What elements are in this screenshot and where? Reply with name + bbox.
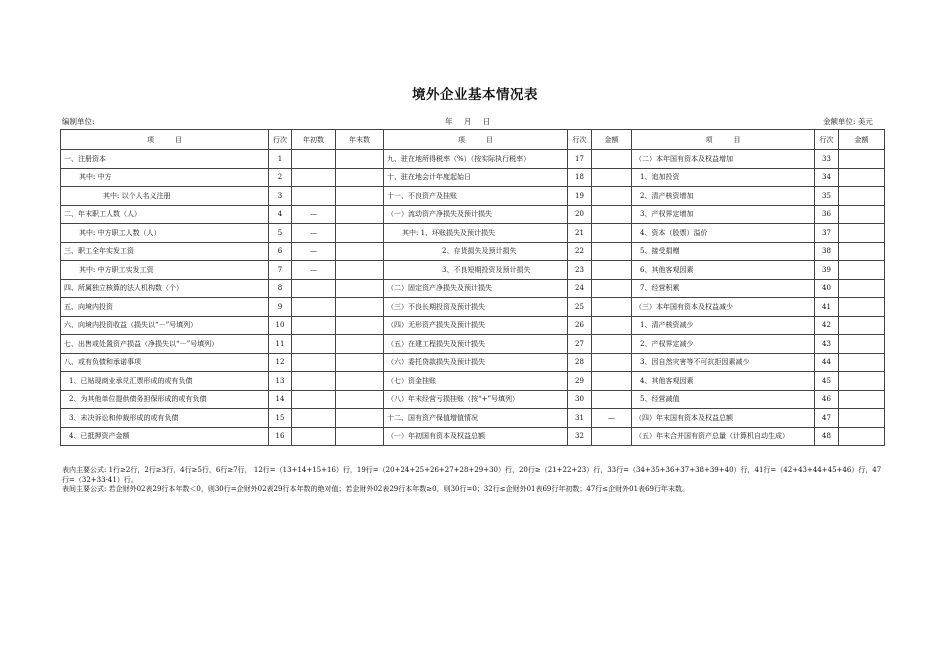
right-item-cell: （五）年末合并国有资产总量（计算机自动生成） [632, 427, 815, 446]
left-line-cell: 15 [269, 409, 292, 428]
mid-line-cell: 22 [568, 242, 592, 261]
begin-value-cell [292, 335, 336, 354]
col-line-header: 行次 [568, 130, 592, 150]
right-line-cell: 42 [815, 316, 839, 335]
table-row [61, 427, 885, 446]
end-value-cell [336, 409, 384, 428]
col-item-header: 项 目 [632, 130, 815, 150]
note-internal-formulas: 表内主要公式: 1行≥2行，2行≥3行，4行≥5行，6行≥7行， 12行=（13+14+15+16）行，19行=（20+24+25+26+27+28+29+30）行，20行≥（21+22+23）行，33行=（34+35+36+37+38+39+40）行，41行=（42+43+44+45+46）行，47行=（32+33-41）行。 [62, 466, 882, 484]
col-item-header: 项 目 [61, 130, 269, 150]
begin-value-cell: — [292, 205, 336, 224]
table-row [61, 279, 885, 298]
right-line-cell: 45 [815, 372, 839, 391]
right-item-cell: （二）本年国有资本及权益增加 [632, 150, 815, 169]
right-amount-cell [839, 205, 885, 224]
begin-value-cell [292, 372, 336, 391]
mid-amount-cell [592, 187, 632, 206]
left-item-cell: 八、或有负债和承诺事项 [61, 353, 269, 372]
left-item-cell: 4、已抵押资产金额 [61, 427, 269, 446]
right-line-cell: 41 [815, 298, 839, 317]
mid-item-cell: （七）资金挂账 [384, 372, 568, 391]
begin-value-cell [292, 427, 336, 446]
begin-value-cell [292, 168, 336, 187]
end-value-cell [336, 427, 384, 446]
mid-amount-cell [592, 335, 632, 354]
right-line-cell: 44 [815, 353, 839, 372]
mid-amount-cell [592, 353, 632, 372]
right-item-cell: 5、经营减值 [632, 390, 815, 409]
right-amount-cell [839, 224, 885, 243]
left-item-cell: 二、年末职工人数（人） [61, 205, 269, 224]
mid-item-cell: （六）委托贷款损失及预计损失 [384, 353, 568, 372]
begin-value-cell [292, 316, 336, 335]
mid-line-cell: 28 [568, 353, 592, 372]
col-amount-header: 金额 [592, 130, 632, 150]
mid-amount-cell [592, 261, 632, 280]
right-line-cell: 46 [815, 390, 839, 409]
left-line-cell: 2 [269, 168, 292, 187]
begin-value-cell: — [292, 224, 336, 243]
right-line-cell: 48 [815, 427, 839, 446]
right-item-cell: 3、因自然灾害等不可抗拒因素减少 [632, 353, 815, 372]
right-item-cell: 2、产权界定减少 [632, 335, 815, 354]
col-begin-header: 年初数 [292, 130, 336, 150]
end-value-cell [336, 372, 384, 391]
table-row [61, 353, 885, 372]
mid-amount-cell [592, 279, 632, 298]
mid-amount-cell: — [592, 409, 632, 428]
right-amount-cell [839, 261, 885, 280]
right-line-cell: 37 [815, 224, 839, 243]
mid-amount-cell [592, 427, 632, 446]
table-row [61, 242, 885, 261]
mid-line-cell: 17 [568, 150, 592, 169]
table-row [61, 261, 885, 280]
right-item-cell: 7、经营积累 [632, 279, 815, 298]
begin-value-cell [292, 298, 336, 317]
mid-line-cell: 24 [568, 279, 592, 298]
right-item-cell: 3、产权界定增加 [632, 205, 815, 224]
mid-item-cell: 其中: 1、坏账损失及预计损失 [384, 224, 568, 243]
col-end-header: 年末数 [336, 130, 384, 150]
mid-item-cell: 十二、国有资产保值增值情况 [384, 409, 568, 428]
basic-info-table [60, 129, 885, 446]
right-amount-cell [839, 335, 885, 354]
end-value-cell [336, 224, 384, 243]
formula-notes [62, 466, 884, 495]
begin-value-cell [292, 187, 336, 206]
left-line-cell: 12 [269, 353, 292, 372]
col-line-header: 行次 [269, 130, 292, 150]
mid-item-cell: 2、存货损失及预计损失 [384, 242, 568, 261]
table-row [61, 298, 885, 317]
end-value-cell [336, 390, 384, 409]
left-item-cell: 六、向境内投资收益（损失以“－”号填列） [61, 316, 269, 335]
mid-item-cell: （四）无形资产损失及预计损失 [384, 316, 568, 335]
end-value-cell [336, 298, 384, 317]
mid-line-cell: 30 [568, 390, 592, 409]
right-amount-cell [839, 168, 885, 187]
table-row [61, 335, 885, 354]
date-label: 年 月 日 [445, 117, 491, 126]
mid-item-cell: （一）流动资产净损失及预计损失 [384, 205, 568, 224]
col-line-header: 行次 [815, 130, 839, 150]
table-row [61, 316, 885, 335]
right-item-cell: 5、接受捐赠 [632, 242, 815, 261]
right-item-cell: （三）本年国有资本及权益减少 [632, 298, 815, 317]
mid-line-cell: 31 [568, 409, 592, 428]
col-amount-header: 金额 [839, 130, 885, 150]
table-row [61, 409, 885, 428]
mid-item-cell: 九、驻在地所得税率（%）（按实际执行税率） [384, 150, 568, 169]
reporting-unit-label: 编制单位: [62, 117, 95, 126]
end-value-cell [336, 261, 384, 280]
table-row [61, 372, 885, 391]
table-header-row [61, 130, 885, 150]
end-value-cell [336, 353, 384, 372]
left-item-cell: 其中: 中方职工人数（人） [61, 224, 269, 243]
end-value-cell [336, 242, 384, 261]
mid-line-cell: 29 [568, 372, 592, 391]
table-row [61, 187, 885, 206]
left-line-cell: 4 [269, 205, 292, 224]
right-amount-cell [839, 242, 885, 261]
left-item-cell: 其中: 中方职工实发工资 [61, 261, 269, 280]
mid-line-cell: 32 [568, 427, 592, 446]
table-row [61, 390, 885, 409]
mid-item-cell: （一）年初国有资本及权益总额 [384, 427, 568, 446]
right-item-cell: 2、清产核资增加 [632, 187, 815, 206]
mid-item-cell: 3、不良短期投资及预计损失 [384, 261, 568, 280]
left-line-cell: 9 [269, 298, 292, 317]
table-row [61, 224, 885, 243]
right-item-cell: （四）年末国有资本及权益总额 [632, 409, 815, 428]
mid-line-cell: 18 [568, 168, 592, 187]
page-title: 境外企业基本情况表 [412, 87, 538, 103]
right-amount-cell [839, 150, 885, 169]
begin-value-cell [292, 279, 336, 298]
currency-unit-label: 金额单位: 美元 [823, 117, 873, 126]
right-amount-cell [839, 390, 885, 409]
table-row [61, 168, 885, 187]
mid-line-cell: 20 [568, 205, 592, 224]
table-row [61, 150, 885, 169]
left-line-cell: 8 [269, 279, 292, 298]
right-amount-cell [839, 409, 885, 428]
left-line-cell: 10 [269, 316, 292, 335]
right-item-cell: 1、追加投资 [632, 168, 815, 187]
left-item-cell: 五、向境内投资 [61, 298, 269, 317]
right-amount-cell [839, 298, 885, 317]
note-cross-table-formulas: 表间主要公式: 若企财外02表29行本年数＜0，则30行=企财外02表29行本年数的绝对值；若企财外02表29行本年数≥0，则30行=0；32行≤企财外01表69行年初数；47行≤企财外01表69行年末数。 [62, 485, 689, 493]
right-item-cell: 4、资本（股票）溢价 [632, 224, 815, 243]
right-line-cell: 33 [815, 150, 839, 169]
right-item-cell: 1、清产核资减少 [632, 316, 815, 335]
left-line-cell: 16 [269, 427, 292, 446]
mid-item-cell: 十一、不良资产及挂账 [384, 187, 568, 206]
left-line-cell: 6 [269, 242, 292, 261]
left-item-cell: 其中: 以个人名义注册 [61, 187, 269, 206]
mid-item-cell: （八）年末经营亏损挂账（按“+”号填列） [384, 390, 568, 409]
left-line-cell: 1 [269, 150, 292, 169]
left-item-cell: 2、为其他单位提供债务担保形成的或有负债 [61, 390, 269, 409]
left-line-cell: 11 [269, 335, 292, 354]
left-item-cell: 其中: 中方 [61, 168, 269, 187]
right-item-cell: 6、其他客观因素 [632, 261, 815, 280]
mid-line-cell: 19 [568, 187, 592, 206]
left-line-cell: 5 [269, 224, 292, 243]
right-line-cell: 43 [815, 335, 839, 354]
left-line-cell: 14 [269, 390, 292, 409]
left-item-cell: 3、未决诉讼和仲裁形成的或有负债 [61, 409, 269, 428]
mid-line-cell: 27 [568, 335, 592, 354]
end-value-cell [336, 150, 384, 169]
right-amount-cell [839, 187, 885, 206]
end-value-cell [336, 316, 384, 335]
left-item-cell: 七、出售或处置资产损益（净损失以“－”号填列） [61, 335, 269, 354]
left-item-cell: 四、所属独立核算的法人机构数（个） [61, 279, 269, 298]
mid-amount-cell [592, 390, 632, 409]
right-amount-cell [839, 353, 885, 372]
begin-value-cell [292, 409, 336, 428]
left-item-cell: 一、注册资本 [61, 150, 269, 169]
mid-item-cell: （三）不良长期投资及预计损失 [384, 298, 568, 317]
right-amount-cell [839, 316, 885, 335]
table-row [61, 205, 885, 224]
end-value-cell [336, 205, 384, 224]
right-line-cell: 39 [815, 261, 839, 280]
mid-line-cell: 23 [568, 261, 592, 280]
end-value-cell [336, 187, 384, 206]
begin-value-cell [292, 150, 336, 169]
begin-value-cell: — [292, 261, 336, 280]
left-item-cell: 1、已贴现商业承兑汇票形成的或有负债 [61, 372, 269, 391]
right-amount-cell [839, 427, 885, 446]
end-value-cell [336, 168, 384, 187]
mid-item-cell: 十、驻在地会计年度起始日 [384, 168, 568, 187]
mid-amount-cell [592, 150, 632, 169]
mid-item-cell: （二）固定资产净损失及预计损失 [384, 279, 568, 298]
begin-value-cell: — [292, 242, 336, 261]
right-line-cell: 38 [815, 242, 839, 261]
left-line-cell: 7 [269, 261, 292, 280]
mid-line-cell: 21 [568, 224, 592, 243]
right-line-cell: 47 [815, 409, 839, 428]
right-line-cell: 35 [815, 187, 839, 206]
mid-amount-cell [592, 372, 632, 391]
mid-amount-cell [592, 224, 632, 243]
left-line-cell: 13 [269, 372, 292, 391]
right-line-cell: 40 [815, 279, 839, 298]
left-line-cell: 3 [269, 187, 292, 206]
right-line-cell: 36 [815, 205, 839, 224]
begin-value-cell [292, 353, 336, 372]
end-value-cell [336, 279, 384, 298]
mid-amount-cell [592, 205, 632, 224]
begin-value-cell [292, 390, 336, 409]
col-item-header: 项 目 [384, 130, 568, 150]
mid-line-cell: 26 [568, 316, 592, 335]
mid-line-cell: 25 [568, 298, 592, 317]
end-value-cell [336, 335, 384, 354]
left-item-cell: 三、职工全年实发工资 [61, 242, 269, 261]
right-amount-cell [839, 279, 885, 298]
right-line-cell: 34 [815, 168, 839, 187]
right-amount-cell [839, 372, 885, 391]
right-item-cell: 4、其他客观因素 [632, 372, 815, 391]
mid-amount-cell [592, 168, 632, 187]
mid-amount-cell [592, 316, 632, 335]
mid-item-cell: （五）在建工程损失及预计损失 [384, 335, 568, 354]
mid-amount-cell [592, 298, 632, 317]
mid-amount-cell [592, 242, 632, 261]
